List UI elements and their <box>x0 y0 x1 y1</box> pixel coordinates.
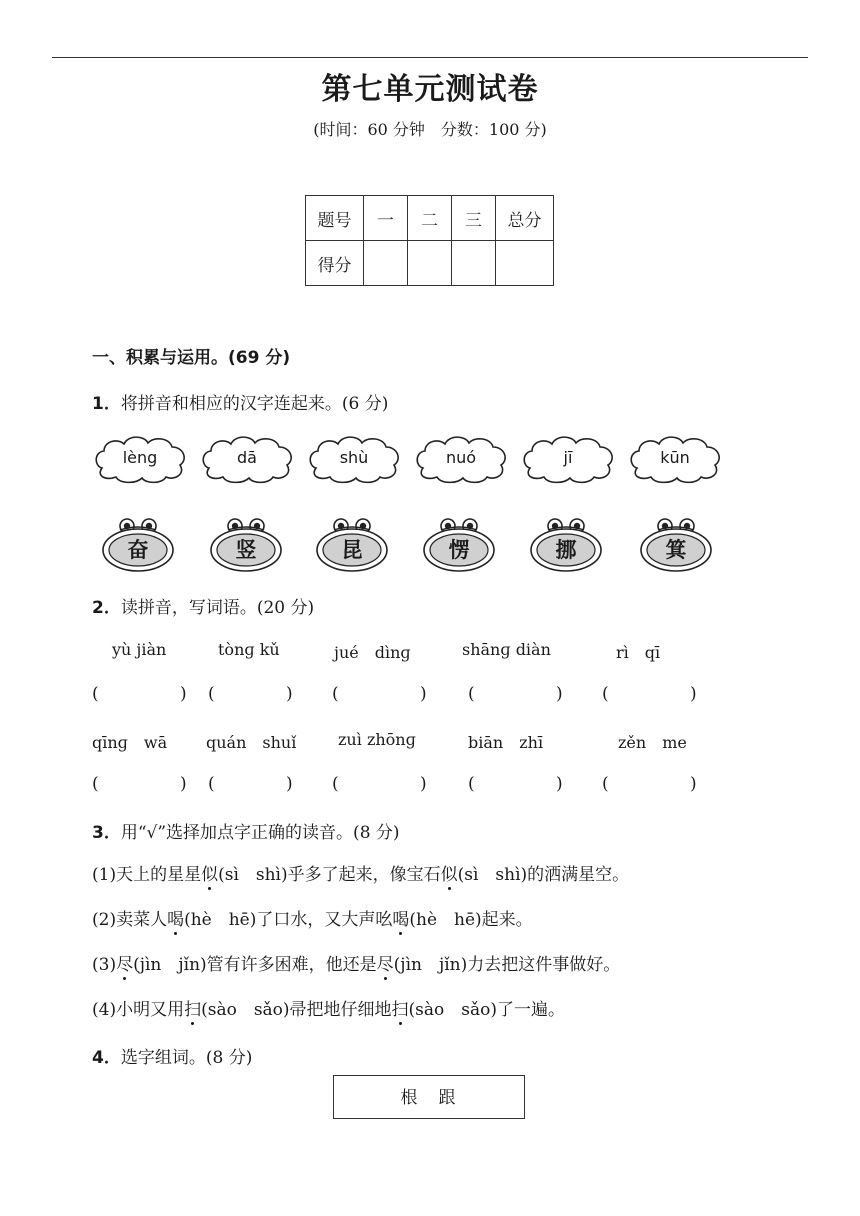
dotted-char: 似 <box>441 860 458 885</box>
pinyin-word: tònɡ kǔ <box>218 640 280 659</box>
section-1-title: 一、积累与运用。(69 分) <box>92 348 291 368</box>
character-frog <box>421 516 497 574</box>
answer-open: ( <box>208 684 215 704</box>
page-subtitle: (时间：60 分钟 分数：100 分) <box>313 120 547 139</box>
character-label: 挪 <box>555 537 577 562</box>
item-text: (hè hē)了口水，又大声吆 <box>184 910 393 930</box>
character-frog <box>208 516 284 574</box>
character-frog <box>100 516 176 574</box>
character-label: 昆 <box>341 537 363 562</box>
answer-close: ) <box>690 774 697 794</box>
item-text: (sì shì)的洒满星空。 <box>457 865 630 885</box>
item-text: (sào sǎo)了一遍。 <box>408 1000 565 1020</box>
page-title: 第七单元测试卷 <box>321 72 539 107</box>
score-header-cell: 题号 <box>306 196 364 241</box>
score-header-cell: 三 <box>452 196 496 241</box>
answer-open: ( <box>92 774 99 794</box>
character-label: 箕 <box>665 537 687 562</box>
pinyin-word: qīnɡ wā <box>92 733 168 752</box>
answer-close: ) <box>286 774 293 794</box>
answer-close: ) <box>286 684 293 704</box>
score-row-label: 得分 <box>306 241 364 286</box>
question-2 <box>92 593 314 618</box>
character-frogs <box>100 516 740 576</box>
score-cell[interactable] <box>408 241 452 286</box>
q3-item-2 <box>92 905 533 930</box>
score-header-cell: 总分 <box>496 196 554 241</box>
pinyin-label: lèng <box>122 448 158 467</box>
item-text: (1)天上的星星 <box>92 865 202 885</box>
pinyin-row-1 <box>92 640 732 666</box>
pinyin-word: rì qī <box>616 643 661 662</box>
q3-item-3 <box>92 950 620 975</box>
item-text: (jìn jǐn)力去把这件事做好。 <box>393 955 621 975</box>
item-text: (2)卖菜人 <box>92 910 168 930</box>
character-frog <box>314 516 390 574</box>
answer-close: ) <box>180 774 187 794</box>
question-number: 2． <box>92 598 121 618</box>
question-1 <box>92 389 388 414</box>
answer-open: ( <box>468 684 475 704</box>
character-choice-box: 根 跟 <box>333 1075 525 1119</box>
dotted-char: 扫 <box>392 995 409 1020</box>
question-number: 1． <box>92 394 121 414</box>
score-header-cell: 一 <box>364 196 408 241</box>
pinyin-label: shù <box>339 448 369 467</box>
q3-item-4 <box>92 995 565 1020</box>
q3-item-1 <box>92 860 629 885</box>
question-4 <box>92 1043 252 1068</box>
pinyin-label: kūn <box>660 448 690 467</box>
pinyin-cloud <box>413 432 509 484</box>
dotted-char: 喝 <box>167 905 184 930</box>
character-label: 愣 <box>448 537 470 562</box>
pinyin-cloud <box>627 432 723 484</box>
pinyin-cloud <box>520 432 616 484</box>
score-table-score-row <box>306 241 554 286</box>
character-label: 竖 <box>235 537 257 562</box>
character-frog <box>528 516 604 574</box>
dotted-char: 尽 <box>377 950 394 975</box>
answer-open: ( <box>602 774 609 794</box>
pinyin-word: yù jiàn <box>112 640 167 659</box>
answer-close: ) <box>420 774 427 794</box>
item-text: (4)小明又用 <box>92 1000 185 1020</box>
pinyin-word: zěn me <box>618 733 687 752</box>
dotted-char: 扫 <box>184 995 201 1020</box>
pinyin-clouds <box>90 432 730 486</box>
pinyin-label: jī <box>563 448 573 467</box>
item-text: (3) <box>92 955 117 975</box>
pinyin-cloud <box>199 432 295 484</box>
pinyin-word: zuì zhōnɡ <box>338 730 416 749</box>
answer-open: ( <box>332 774 339 794</box>
answer-row-2 <box>92 774 732 800</box>
pinyin-word: biān zhī <box>468 733 544 752</box>
question-text: 选字组词。(8 分) <box>120 1048 253 1068</box>
dotted-char: 尽 <box>116 950 133 975</box>
answer-close: ) <box>556 684 563 704</box>
score-table <box>305 195 554 286</box>
answer-open: ( <box>468 774 475 794</box>
question-number: 4． <box>92 1048 121 1068</box>
dotted-char: 喝 <box>392 905 409 930</box>
score-table-header-row <box>306 196 554 241</box>
answer-open: ( <box>602 684 609 704</box>
pinyin-label: nuó <box>445 448 477 467</box>
top-rule <box>52 57 808 58</box>
answer-row-1 <box>92 684 732 710</box>
score-cell[interactable] <box>452 241 496 286</box>
question-text: 将拼音和相应的汉字连起来。(6 分) <box>120 394 389 414</box>
answer-open: ( <box>332 684 339 704</box>
pinyin-row-2 <box>92 730 732 756</box>
pinyin-cloud <box>92 432 188 484</box>
question-text: 用“√”选择加点字正确的读音。(8 分) <box>120 823 400 843</box>
answer-close: ) <box>420 684 427 704</box>
score-cell[interactable] <box>364 241 408 286</box>
score-cell[interactable] <box>496 241 554 286</box>
question-text: 读拼音，写词语。(20 分) <box>120 598 315 618</box>
dotted-char: 似 <box>201 860 218 885</box>
character-frog <box>638 516 714 574</box>
pinyin-label: dā <box>237 448 257 467</box>
answer-close: ) <box>180 684 187 704</box>
pinyin-cloud <box>306 432 402 484</box>
question-number: 3． <box>92 823 121 843</box>
pinyin-word: shānɡ diàn <box>462 640 551 659</box>
question-3 <box>92 818 400 843</box>
score-header-cell: 二 <box>408 196 452 241</box>
pinyin-word: quán shuǐ <box>206 733 297 752</box>
answer-close: ) <box>690 684 697 704</box>
answer-open: ( <box>92 684 99 704</box>
item-text: (sào sǎo)帚把地仔细地 <box>201 1000 392 1020</box>
item-text: (jìn jǐn)管有许多困难，他还是 <box>133 955 377 975</box>
answer-close: ) <box>556 774 563 794</box>
answer-open: ( <box>208 774 215 794</box>
character-label: 奋 <box>127 537 149 562</box>
item-text: (hè hē)起来。 <box>409 910 533 930</box>
item-text: (sì shì)乎多了起来，像宝石 <box>218 865 441 885</box>
pinyin-word: jué dìnɡ <box>334 643 411 662</box>
